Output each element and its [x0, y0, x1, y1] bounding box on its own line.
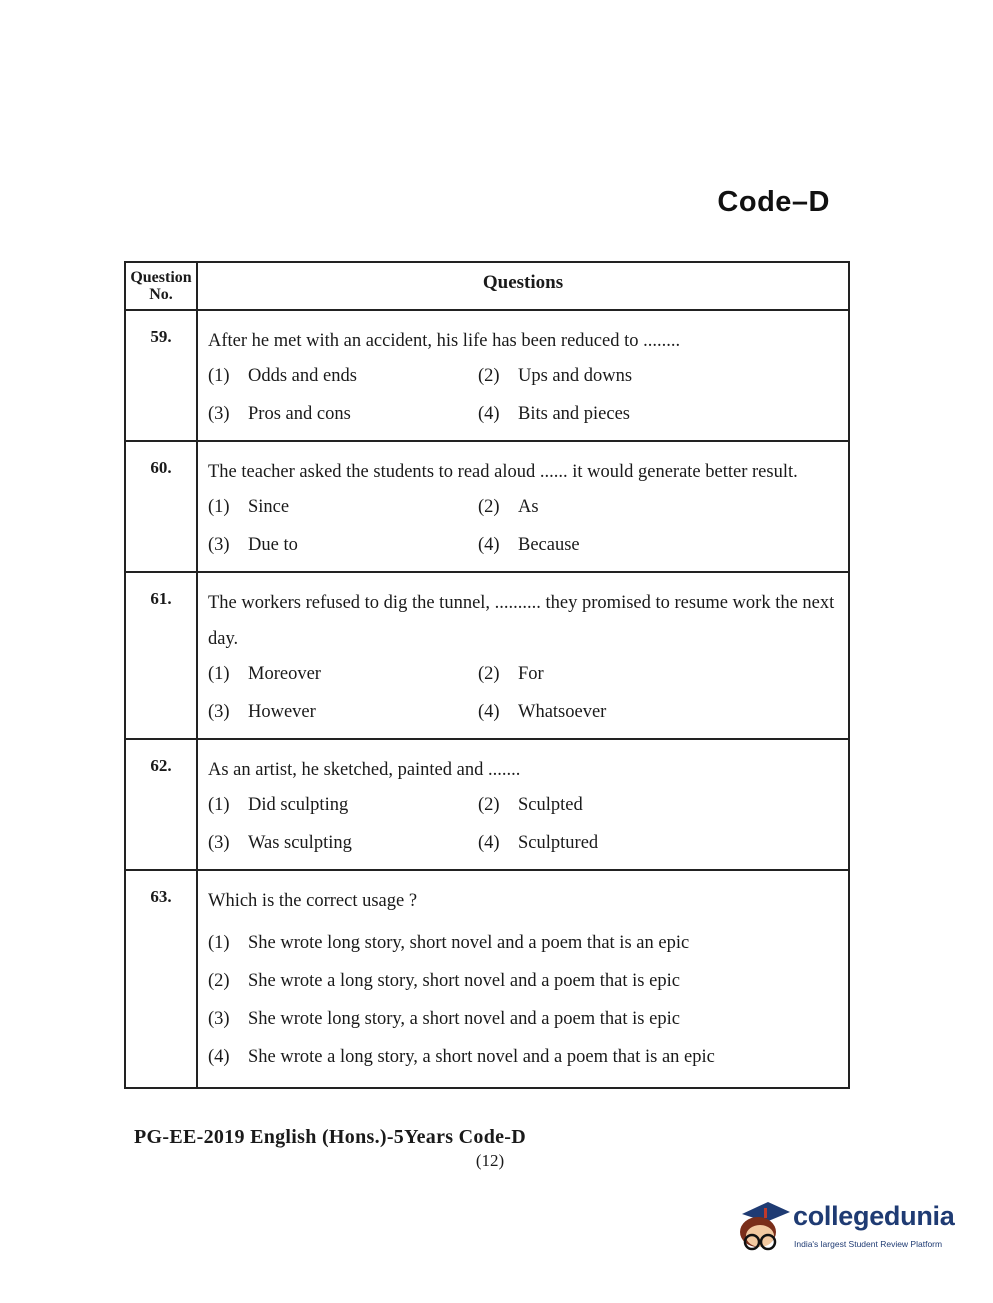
- option-number: (4): [478, 833, 500, 853]
- option-text: Whatsoever: [518, 702, 607, 722]
- option: [208, 929, 840, 957]
- question-stem: After he met with an accident, his life has been reduced to ........: [208, 331, 681, 351]
- option: [208, 791, 478, 819]
- option: [208, 698, 478, 726]
- option: [208, 493, 478, 521]
- question-body: [198, 871, 848, 1087]
- option-number: (4): [478, 702, 500, 722]
- option-number: (3): [208, 1009, 230, 1029]
- question-row: [126, 440, 848, 571]
- option-number: (4): [208, 1047, 230, 1067]
- option-text: Due to: [248, 535, 298, 555]
- option: [478, 829, 840, 857]
- questions-table: [124, 261, 850, 1089]
- option-number: (3): [208, 535, 230, 555]
- question-row: [126, 738, 848, 869]
- question-row: [126, 309, 848, 440]
- option-grid: [208, 493, 840, 559]
- option: [478, 531, 840, 559]
- option-text: Sculpted: [518, 795, 583, 815]
- option-grid: [208, 362, 840, 428]
- question-body: [198, 740, 848, 869]
- option: [478, 698, 840, 726]
- question-row: [126, 869, 848, 1087]
- option: [208, 400, 478, 428]
- option-text: Moreover: [248, 664, 321, 684]
- paper-footer-code: PG-EE-2019 English (Hons.)-5Years Code-D: [134, 1126, 527, 1148]
- option: [478, 400, 840, 428]
- option-text: For: [518, 664, 544, 684]
- option-text: She wrote long story, short novel and a poem that is an epic: [248, 933, 690, 953]
- option: [208, 531, 478, 559]
- option: [208, 829, 478, 857]
- option-number: (2): [478, 366, 500, 386]
- option-number: (1): [208, 366, 230, 386]
- option-number: (2): [208, 971, 230, 991]
- option-number: (2): [478, 795, 500, 815]
- page-number: (12): [475, 1151, 505, 1170]
- option: [478, 791, 840, 819]
- option: [208, 967, 840, 995]
- option-text: However: [248, 702, 316, 722]
- option-number: (1): [208, 497, 230, 517]
- option-text: Bits and pieces: [518, 404, 631, 424]
- watermark-name: collegedunia: [793, 1201, 955, 1231]
- option-text: Pros and cons: [248, 404, 351, 424]
- option-number: (3): [208, 702, 230, 722]
- option-grid: [208, 660, 840, 726]
- option: [208, 1005, 840, 1033]
- option-number: (4): [478, 404, 500, 424]
- question-number: 62.: [126, 740, 198, 869]
- option-number: (1): [208, 933, 230, 953]
- option-number: (1): [208, 664, 230, 684]
- option-text: She wrote a long story, short novel and a poem that is epic: [248, 971, 680, 991]
- option-text: Ups and downs: [518, 366, 633, 386]
- option: [478, 362, 840, 390]
- mascot-icon: [736, 1196, 792, 1256]
- option-text: Since: [248, 497, 290, 517]
- column-header-questions: Questions: [482, 272, 564, 293]
- watermark-tagline: India's largest Student Review Platform: [794, 1239, 943, 1249]
- option: [208, 1043, 840, 1071]
- option-text: Was sculpting: [248, 833, 352, 853]
- paper-code-label: Code–D: [717, 186, 830, 218]
- option: [478, 660, 840, 688]
- question-body: [198, 442, 848, 571]
- question-stem: Which is the correct usage ?: [208, 891, 418, 911]
- question-stem: The workers refused to dig the tunnel, .......... they promised to resume work the next day.: [208, 593, 835, 649]
- question-body: [198, 311, 848, 440]
- question-stem: The teacher asked the students to read aloud ...... it would generate better result.: [208, 462, 798, 482]
- option-text: She wrote a long story, a short novel and a poem that is an epic: [248, 1047, 715, 1067]
- option-text: Sculptured: [518, 833, 599, 853]
- option-number: (3): [208, 404, 230, 424]
- option-text: Did sculpting: [248, 795, 349, 815]
- question-stem: As an artist, he sketched, painted and .......: [208, 760, 521, 780]
- option-number: (3): [208, 833, 230, 853]
- option-number: (2): [478, 664, 500, 684]
- watermark-logo: [736, 1196, 962, 1256]
- question-number: 59.: [126, 311, 198, 440]
- question-number: 60.: [126, 442, 198, 571]
- option-text: As: [518, 497, 539, 517]
- question-body: [198, 573, 848, 738]
- option-text: She wrote long story, a short novel and a poem that is epic: [248, 1009, 680, 1029]
- option-number: (1): [208, 795, 230, 815]
- option: [208, 660, 478, 688]
- table-header: [126, 263, 848, 309]
- option-text: Odds and ends: [248, 366, 357, 386]
- option-grid: [208, 791, 840, 857]
- option-number: (2): [478, 497, 500, 517]
- option-number: (4): [478, 535, 500, 555]
- option: [208, 362, 478, 390]
- question-number: 61.: [126, 573, 198, 738]
- question-number: 63.: [126, 871, 198, 1087]
- column-header-question-no: Question No.: [126, 263, 198, 309]
- option-text: Because: [518, 535, 580, 555]
- question-row: [126, 571, 848, 738]
- option: [478, 493, 840, 521]
